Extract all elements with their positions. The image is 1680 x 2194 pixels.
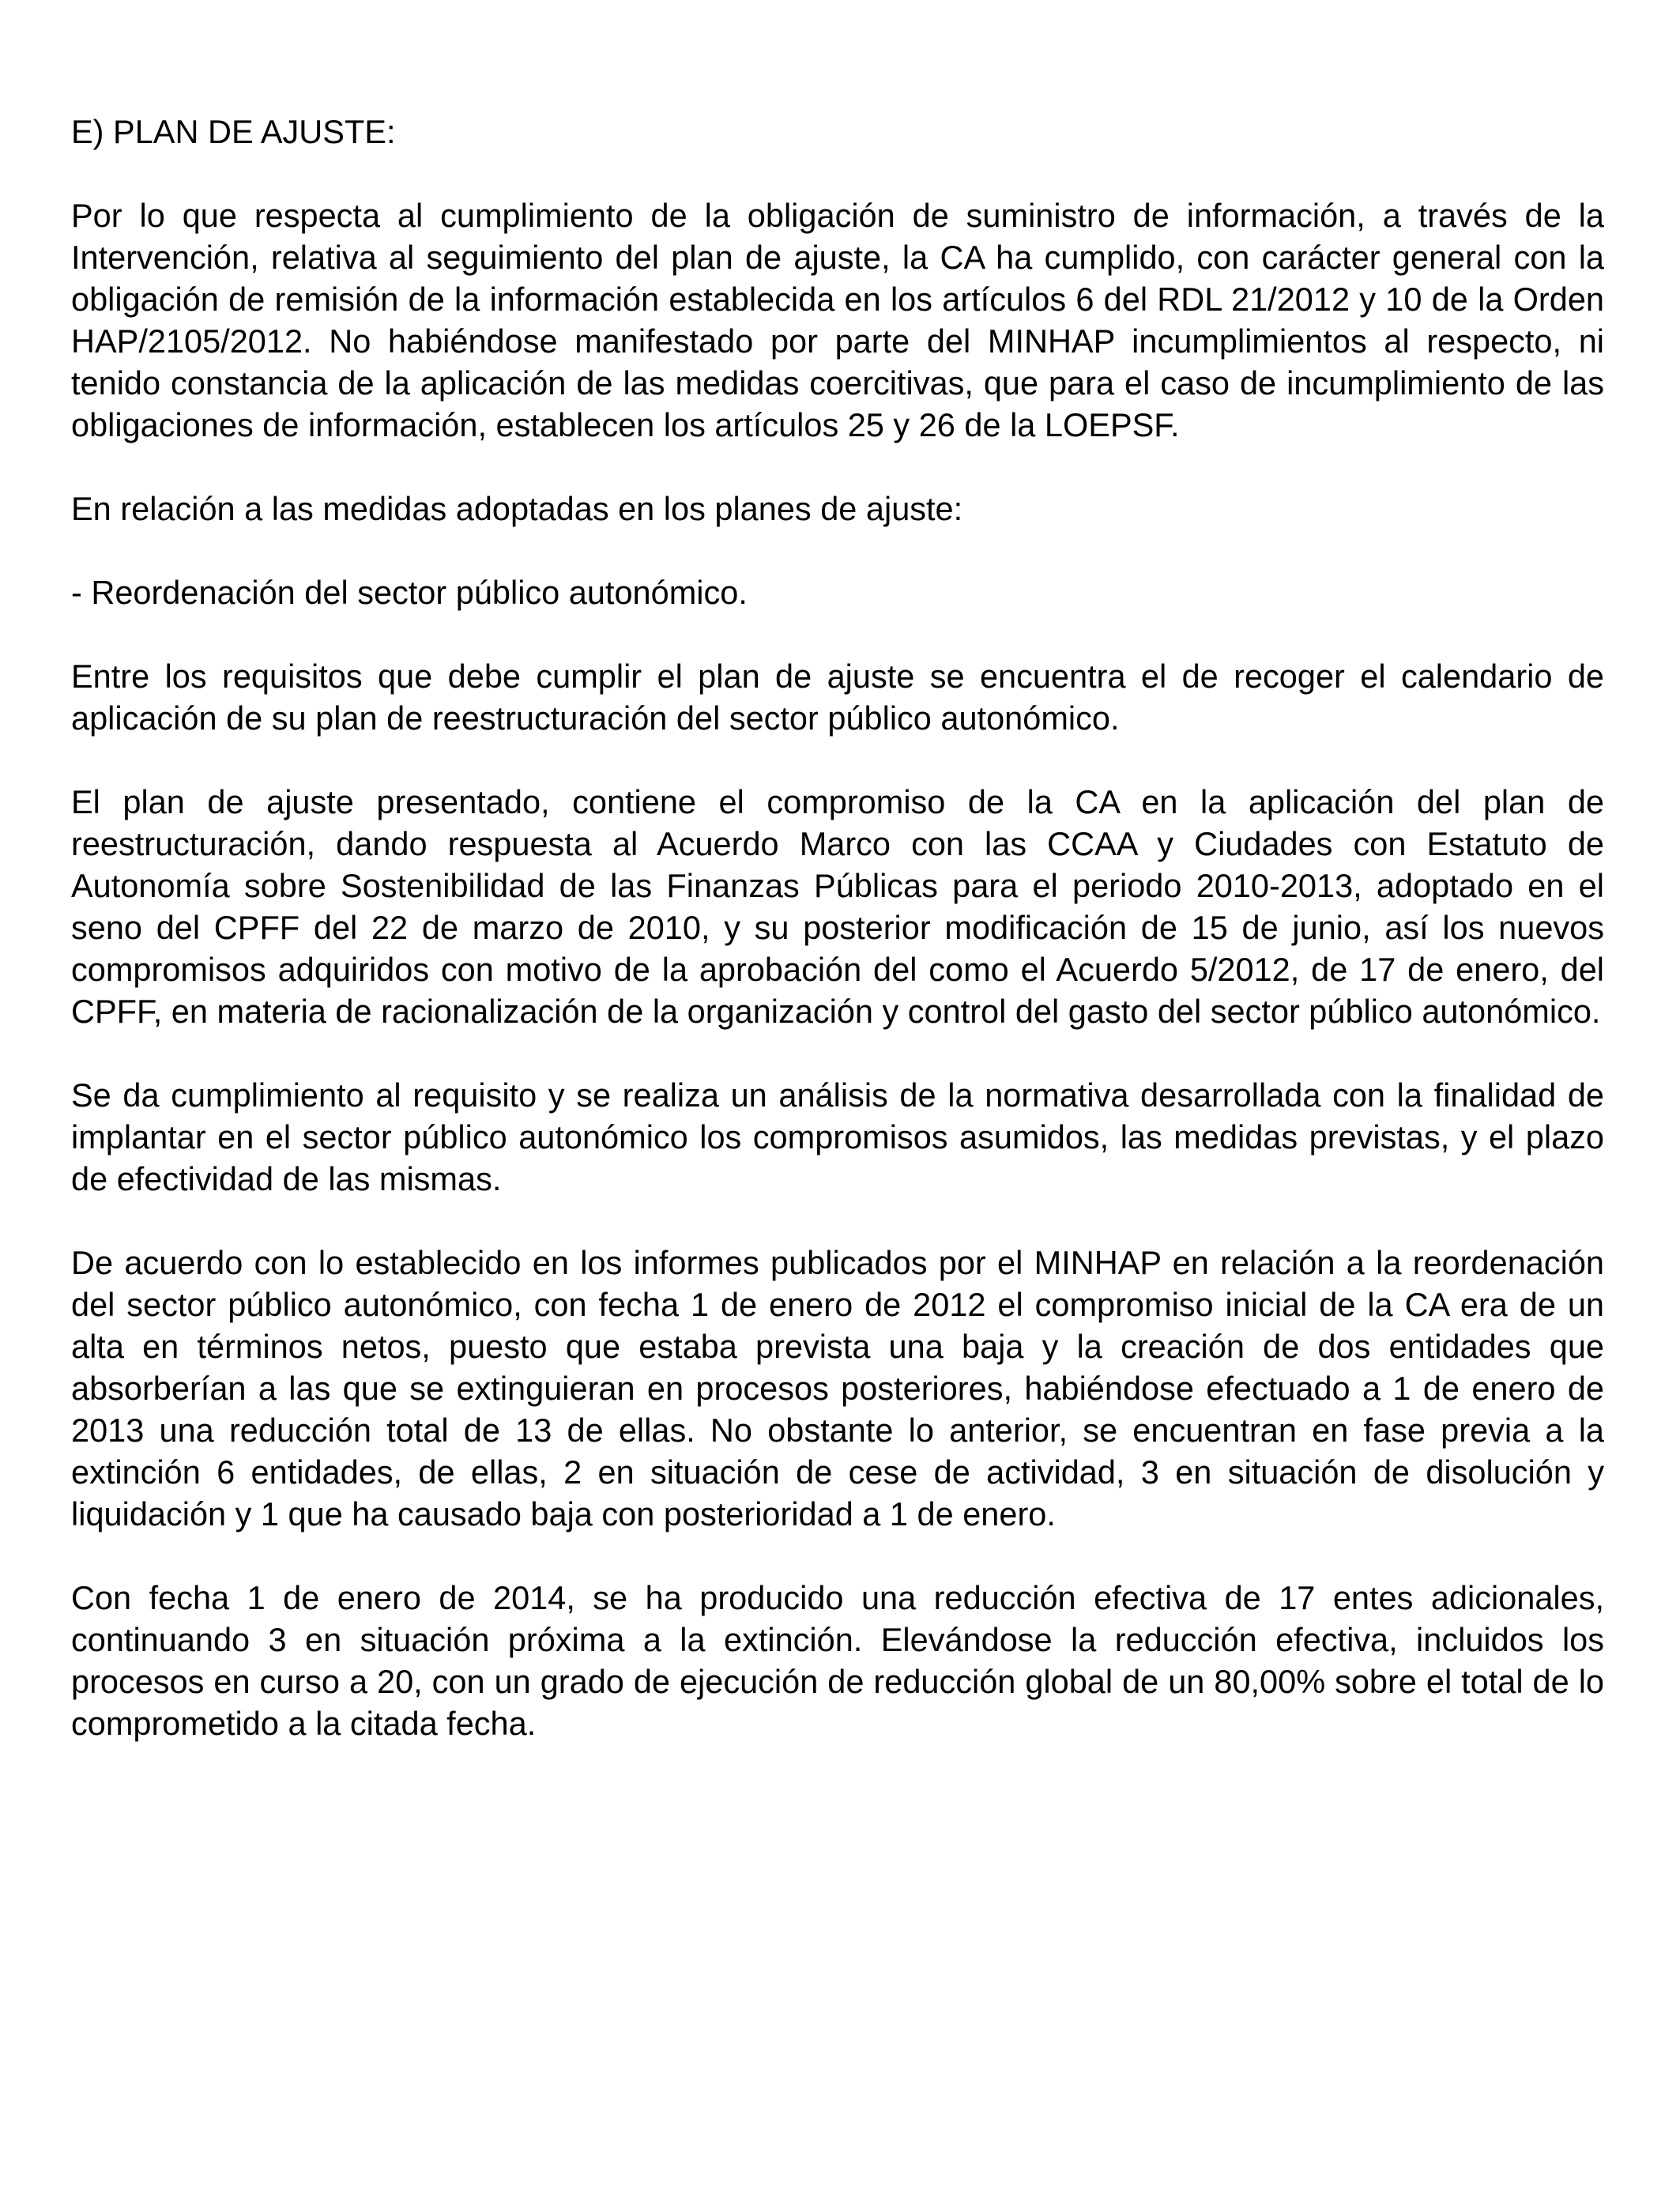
paragraph-reordenacion-item: - Reordenación del sector público autonómico.: [71, 574, 748, 611]
paragraph-plan-ajuste-cumplimiento: Por lo que respecta al cumplimiento de la obligación de suministro de información, a través de la Intervención, relativa al seguimiento del plan de ajuste, la CA ha cumplido, con carácter general con la obligación de remisión de la información establecida en los artículos 6 del RDL 21/2012 y 10 de la Orden HAP/2105/2012. No habiéndose manifestado por parte del MINHAP incumplimientos al respecto, ni tenido constancia de la aplicación de las medidas coercitivas, que para el caso de incumplimiento de las obligaciones de información, establecen los artículos 25 y 26 de la LOEPSF.: [71, 197, 1604, 443]
paragraph-plan-presentado: El plan de ajuste presentado, contiene el compromiso de la CA en la aplicación del plan de reestructuración, dando respuesta al Acuerdo Marco con las CCAA y Ciudades con Estatuto de Autonomía sobre Sostenibilidad de las Finanzas Públicas para el periodo 2010-2013, adoptado en el seno del CPFF del 22 de marzo de 2010, y su posterior modificación de 15 de junio, así los nuevos compromisos adquiridos con motivo de la aprobación del como el Acuerdo 5/2012, de 17 de enero, del CPFF, en materia de racionalización de la organización y control del gasto del sector público autonómico.: [71, 783, 1604, 1030]
paragraph-reduccion-2014: Con fecha 1 de enero de 2014, se ha producido una reducción efectiva de 17 entes adicionales, continuando 3 en situación próxima a la extinción. Elevándose la reducción efectiva, incluidos los procesos en curso a 20, con un grado de ejecución de reducción global de un 80,00% sobre el total de lo comprometido a la citada fecha.: [71, 1579, 1604, 1742]
paragraph-cumplimiento-requisito: Se da cumplimiento al requisito y se realiza un análisis de la normativa desarrollada con la finalidad de implantar en el sector público autonómico los compromisos asumidos, las medidas previstas, y el plazo de efectividad de las mismas.: [71, 1076, 1604, 1197]
paragraph-requisitos: Entre los requisitos que debe cumplir el plan de ajuste se encuentra el de recoger el calendario de aplicación de su plan de reestructuración del sector público autonómico.: [71, 658, 1604, 737]
section-heading: E) PLAN DE AJUSTE:: [71, 113, 396, 150]
paragraph-medidas-intro: En relación a las medidas adoptadas en los planes de ajuste:: [71, 490, 963, 527]
document-page: [71, 111, 1604, 1786]
paragraph-informes-minhap: De acuerdo con lo establecido en los informes publicados por el MINHAP en relación a la reordenación del sector público autonómico, con fecha 1 de enero de 2012 el compromiso inicial de la CA era de un alta en términos netos, puesto que estaba prevista una baja y la creación de dos entidades que absorberían a las que se extinguieran en procesos posteriores, habiéndose efectuado a 1 de enero de 2013 una reducción total de 13 de ellas. No obstante lo anterior, se encuentran en fase previa a la extinción 6 entidades, de ellas, 2 en situación de cese de actividad, 3 en situación de disolución y liquidación y 1 que ha causado baja con posterioridad a 1 de enero.: [71, 1244, 1604, 1532]
